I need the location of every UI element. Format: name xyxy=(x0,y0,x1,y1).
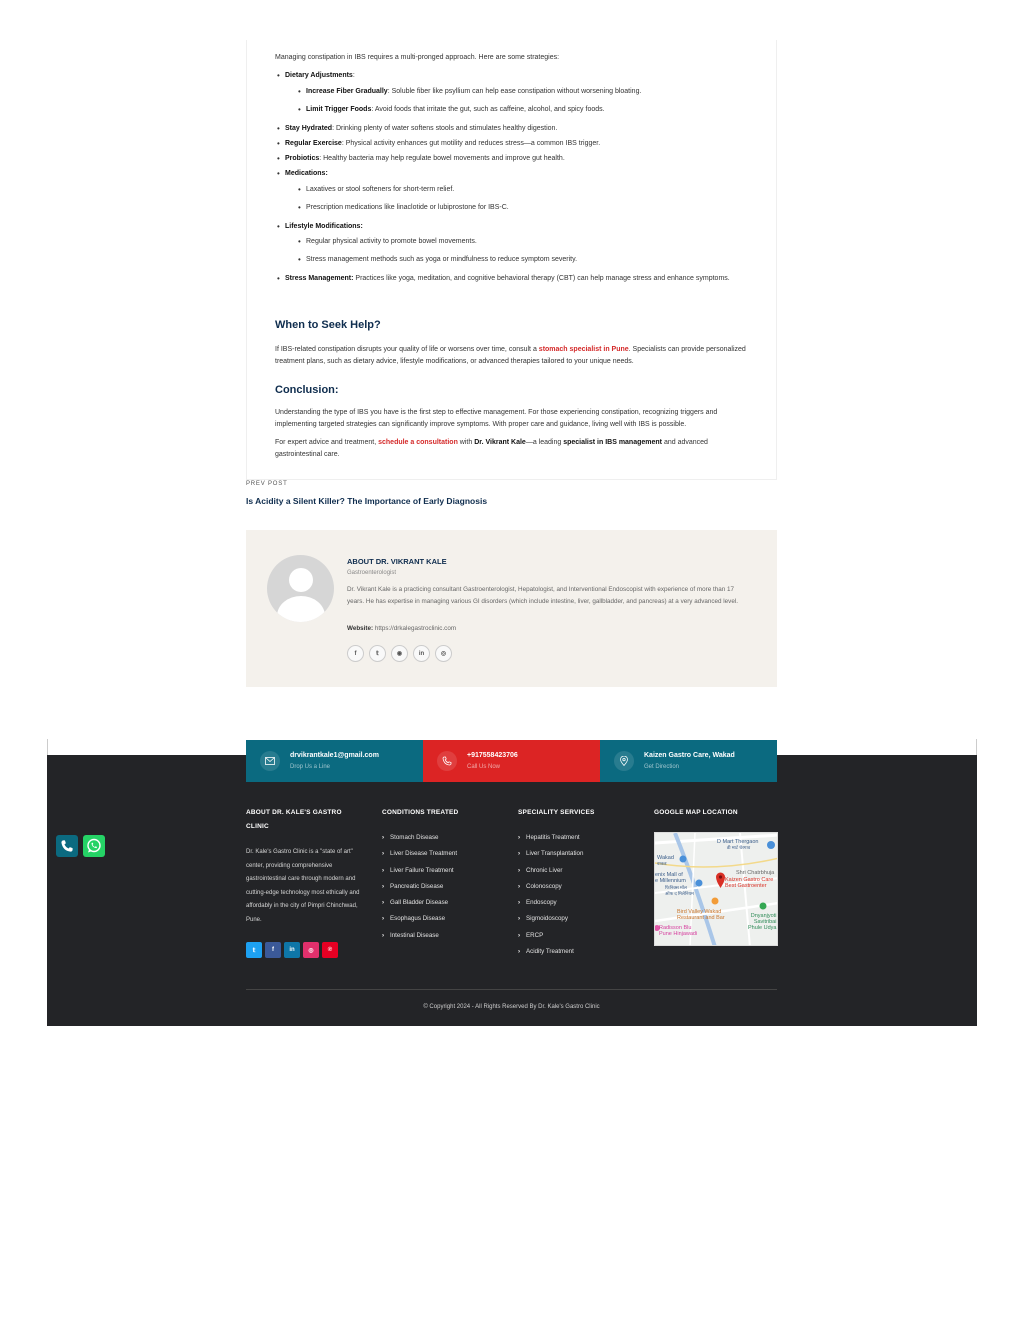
list-item: • Dietary Adjustments: xyxy=(285,70,750,82)
list-item[interactable]: › Stomach Disease xyxy=(382,832,457,848)
phone-icon xyxy=(437,751,457,771)
paragraph: For expert advice and treatment, schedule a consultation with Dr. Vikrant Kale—a leading specialist in IBS management and advanced gastrointestinal care. xyxy=(275,439,708,458)
whatsapp-icon xyxy=(86,838,102,854)
phone-icon xyxy=(60,839,74,853)
instagram-icon[interactable]: ◎ xyxy=(435,645,452,662)
prev-post-link[interactable]: Is Acidity a Silent Killer? The Importance of Early Diagnosis xyxy=(246,496,488,506)
list-item: • Stress management methods such as yoga or mindfulness to reduce symptom severity. xyxy=(306,254,746,266)
list-item: • Medications: xyxy=(285,168,750,180)
author-box xyxy=(246,530,777,687)
contact-location[interactable]: Kaizen Gastro Care, Wakad Get Direction xyxy=(600,740,777,782)
list-item: • Stay Hydrated: Drinking plenty of water softens stools and stimulates healthy digestion. xyxy=(285,123,750,135)
call-button[interactable] xyxy=(56,835,78,857)
author-website: Website: https://drkalegastroclinic.com xyxy=(347,625,457,632)
mail-icon xyxy=(260,751,280,771)
contact-phone[interactable]: +917558423706 Call Us Now xyxy=(423,740,600,782)
linkedin-icon[interactable]: in xyxy=(413,645,430,662)
services-list xyxy=(518,832,583,962)
list-item: • Lifestyle Modifications: xyxy=(285,221,750,233)
conditions-list xyxy=(382,832,457,946)
facebook-icon[interactable]: f xyxy=(265,942,281,958)
list-item[interactable]: › Esophagus Disease xyxy=(382,913,457,929)
list-item[interactable]: › Liver Failure Treatment xyxy=(382,865,457,881)
section-heading: Conclusion: xyxy=(275,384,339,396)
list-item: • Regular physical activity to promote bowel movements. xyxy=(306,236,746,248)
footer-conditions-title: CONDITIONS TREATED xyxy=(382,809,459,816)
list-item: • Limit Trigger Foods: Avoid foods that irritate the gut, such as caffeine, alcohol, and spicy foods. xyxy=(306,104,746,116)
list-item[interactable]: › Acidity Treatment xyxy=(518,946,583,962)
author-bio: Dr. Vikrant Kale is a practicing consultant Gastroenterologist, Hepatologist, and Interventional Endoscopist with experience of more than 17 years. He has expertise in managing various GI disorders (which include intestine, liver, gallbladder, and pancreas) at a very advanced level. xyxy=(347,586,738,605)
list-item: • Stress Management: Practices like yoga, meditation, and cognitive behavioral therapy (CBT) can help manage stress and enhance symptoms. xyxy=(285,273,750,285)
twitter-icon[interactable]: 𝕥 xyxy=(369,645,386,662)
list-item: • Increase Fiber Gradually: Soluble fiber like psyllium can help ease constipation without worsening bloating. xyxy=(306,86,746,98)
footer-services-title: SPECIALITY SERVICES xyxy=(518,809,595,816)
list-item[interactable]: › Sigmoidoscopy xyxy=(518,913,583,929)
list-item[interactable]: › Intestinal Disease xyxy=(382,930,457,946)
contact-email[interactable]: drvikrantkale1@gmail.com Drop Us a Line xyxy=(246,740,423,782)
list-item[interactable]: › Hepatitis Treatment xyxy=(518,832,583,848)
author-social-links xyxy=(347,645,452,662)
list-item: • Probiotics: Healthy bacteria may help regulate bowel movements and improve gut health. xyxy=(285,153,750,165)
paragraph: Understanding the type of IBS you have is the first step to effective management. For those experiencing constipation, recognizing triggers and implementing targeted strategies can significantly improve symptoms. With proper care and guidance, living well with IBS is possible. xyxy=(275,409,718,428)
section-heading: When to Seek Help? xyxy=(275,319,381,331)
list-item[interactable]: › Gall Bladder Disease xyxy=(382,897,457,913)
list-item[interactable]: › Pancreatic Disease xyxy=(382,881,457,897)
list-item[interactable]: › Liver Transplantation xyxy=(518,848,583,864)
instagram-icon[interactable]: ◎ xyxy=(303,942,319,958)
list-item[interactable]: › Endoscopy xyxy=(518,897,583,913)
facebook-icon[interactable]: f xyxy=(347,645,364,662)
article-intro: Managing constipation in IBS requires a multi-pronged approach. Here are some strategies: xyxy=(275,54,560,61)
schedule-consultation-link[interactable]: schedule a consultation xyxy=(378,439,458,446)
footer-about-title: ABOUT DR. KALE'S GASTRO CLINIC xyxy=(246,809,342,830)
list-item: • Laxatives or stool softeners for short-term relief. xyxy=(306,184,746,196)
copyright: © Copyright 2024 - All Rights Reserved By Dr. Kale's Gastro Clinic xyxy=(423,1004,600,1010)
footer-social-links xyxy=(246,942,338,958)
whatsapp-button[interactable] xyxy=(83,835,105,857)
author-name: ABOUT DR. VIKRANT KALE xyxy=(347,557,447,566)
author-role: Gastroenterologist xyxy=(347,570,397,576)
floating-contact-buttons xyxy=(56,835,105,857)
footer-map-title: GOOGLE MAP LOCATION xyxy=(654,809,738,816)
list-item[interactable]: › Colonoscopy xyxy=(518,881,583,897)
prev-post-label: PREV POST xyxy=(246,481,288,487)
footer xyxy=(47,755,977,1026)
list-item[interactable]: › Liver Disease Treatment xyxy=(382,848,457,864)
footer-about-text: Dr. Kale's Gastro Clinic is a "state of art" center, providing comprehensive gastrointestinal care through modern and cutting-edge technology most ethically and affordably in the city of Pimpri Chinchwad, Pune. xyxy=(246,849,360,923)
paragraph: If IBS-related constipation disrupts your quality of life or worsens over time, consult a stomach specialist in Pune. Specialists can provide personalized treatment plans, such as dietary advice, lifestyle modifications, or advanced therapies tailored to your unique needs. xyxy=(275,346,746,365)
location-icon xyxy=(614,751,634,771)
pinterest-icon[interactable]: ◉ xyxy=(391,645,408,662)
google-map[interactable]: D Mart Thergaon डी मार्ट थेरगाव Wakad वाकड enix Mall of e Millennium फिनिक्स मॉल ऑफ द मिलेनियम Shri Chatrbhuja Kaizen Gastro Care Best Gastroenter Bird Valley Wakad Restaurant and Bar Dnyanjyoti Savitribai Phule Udya Radisson Blu Pune Hinjawadi xyxy=(654,832,778,946)
avatar xyxy=(267,555,334,622)
list-item[interactable]: › ERCP xyxy=(518,930,583,946)
pinterest-icon[interactable]: ℗ xyxy=(322,942,338,958)
author-website-link[interactable]: https://drkalegastroclinic.com xyxy=(374,625,457,632)
list-item: • Regular Exercise: Physical activity enhances gut motility and reduces stress—a common IBS trigger. xyxy=(285,138,750,150)
linkedin-icon[interactable]: in xyxy=(284,942,300,958)
footer-divider xyxy=(246,989,777,990)
list-item: • Prescription medications like linaclotide or lubiprostone for IBS-C. xyxy=(306,202,746,214)
twitter-icon[interactable]: 𝕥 xyxy=(246,942,262,958)
stomach-specialist-link[interactable]: stomach specialist in Pune xyxy=(538,346,629,353)
contact-bar xyxy=(246,740,777,782)
list-item[interactable]: › Chronic Liver xyxy=(518,865,583,881)
article-card xyxy=(246,40,777,480)
